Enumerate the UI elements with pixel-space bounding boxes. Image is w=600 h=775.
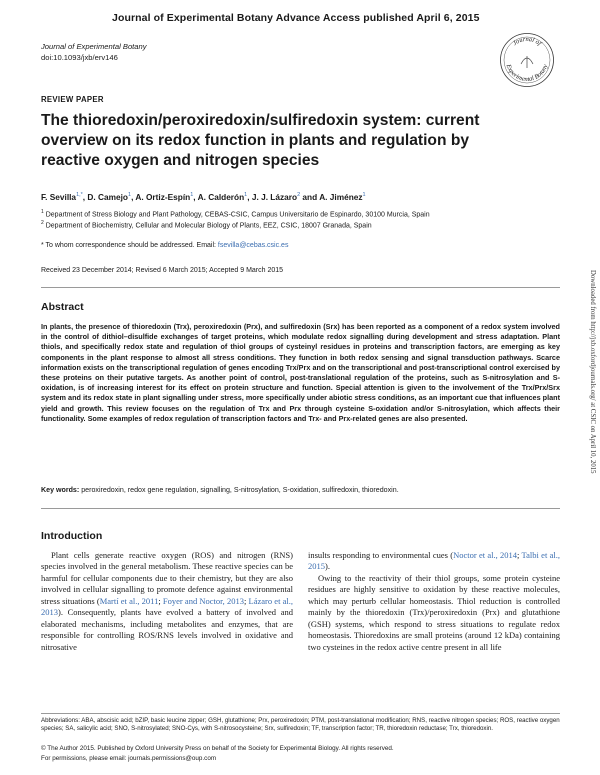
body-text: ).	[325, 561, 330, 572]
body-text: ;	[243, 595, 249, 606]
abbreviations: Abbreviations: ABA, abscisic acid; bZIP, basic leucine zipper; GSH, glutathione; Prx, peroxiredoxin; PTM, post-translational modification; RNS, reactive nitrogen species; ROS, reactive oxygen species; SA, salicylic acid; SNO, S-nitrosylated; SNO-Cys, with S-nitrosocysteine; Srx, sulfiredoxin; TF, transcription factor; TR, thioredoxin reductase; Trx, thioredoxin.	[41, 717, 560, 733]
citation-link[interactable]: Noctor et al., 2014	[453, 550, 518, 560]
correspondence-label: * To whom correspondence should be addressed. Email:	[41, 242, 218, 249]
author-affil-marker: 1	[190, 192, 194, 199]
affiliation-1	[41, 209, 430, 218]
keywords	[41, 486, 560, 494]
author-separator: ,	[247, 192, 252, 202]
affiliation-2	[41, 220, 372, 229]
divider	[41, 287, 560, 288]
author-affil-marker: 1,*	[76, 192, 83, 199]
journal-seal-logo	[499, 32, 555, 88]
download-note[interactable]: Downloaded from http://jxb.oxfordjournals.org/ at CSIC on April 10, 2015	[589, 270, 596, 474]
advance-access-banner: Journal of Experimental Botany Advance Access published April 6, 2015	[112, 12, 480, 24]
title-line: The thioredoxin/peroxiredoxin/sulfiredoxin system: current	[41, 112, 480, 129]
correspondence-email-link[interactable]: fsevilla@cebas.csic.es	[217, 242, 289, 249]
citation-link[interactable]: Lázaro et al., 2013	[41, 595, 294, 618]
body-text: insults responding to environmental cues (	[308, 550, 454, 560]
author-name[interactable]: D. Camejo	[87, 192, 128, 202]
author-name[interactable]: J. J. Lázaro	[251, 192, 298, 202]
author-affil-marker: 2	[297, 192, 301, 199]
intro-column-right	[308, 550, 560, 653]
citation-link[interactable]: Martí et al., 2011	[99, 595, 159, 606]
intro-column-left	[41, 550, 293, 653]
body-text: ;	[158, 595, 163, 606]
keywords-list: peroxiredoxin, redox gene regulation, signalling, S-nitrosylation, S-oxidation, sulfiredoxin, thioredoxin.	[81, 486, 399, 494]
author-affil-marker: 1	[244, 192, 248, 199]
body-text: ;	[517, 550, 522, 560]
introduction-heading: Introduction	[41, 530, 103, 542]
citation-link[interactable]: Foyer and Noctor, 2013	[162, 595, 244, 606]
author-separator: ,	[82, 192, 88, 202]
title-line: reactive oxygen and nitrogen species	[41, 152, 320, 169]
body-text: ). Consequently, plants have evolved a battery of involved and elaborated mechanisms, including metabolites and enzymes, that are responsible for controlling ROS/RNS levels involved in oxidative and nitrosative	[41, 607, 293, 652]
author-separator: and	[300, 192, 320, 202]
article-dates: Received 23 December 2014; Revised 6 March 2015; Accepted 9 March 2015	[41, 267, 284, 274]
seal-text-top: Journal of	[511, 35, 543, 48]
correspondence	[41, 242, 288, 249]
permissions: For permissions, please email: journals.permissions@oup.com	[41, 755, 217, 762]
author-name[interactable]: A. Ortiz-Espín	[135, 192, 191, 202]
article-title	[41, 111, 561, 171]
svg-text:Journal of	[512, 36, 544, 48]
article-type: REVIEW PAPER	[41, 95, 104, 104]
title-line: overview on its redox function in plants and regulation by	[41, 132, 470, 149]
journal-name: Journal of Experimental Botany	[41, 42, 147, 51]
download-sidebar	[584, 270, 594, 670]
author-affil-marker: 1	[362, 192, 366, 199]
author-list	[41, 192, 581, 202]
affiliation-text: Department of Biochemistry, Cellular and Molecular Biology of Plants, EEZ, CSIC, 18007 Granada, Spain	[45, 222, 372, 230]
author-separator: ,	[131, 192, 136, 202]
abstract-body: In plants, the presence of thioredoxin (Trx), peroxiredoxin (Prx), and sulfiredoxin (Srx) has been reported as a component of a redox system involved in the control of dithiol–disulfide exchanges of target proteins, which modulate redox signalling during development and stress adaptation. Plant thiols, and specifically redox state and regulation of thiol groups of cysteinyl residues in proteins and transcription factors, are emerging as key components in the plant response to almost all stress conditions. They function in both redox sensing and signal transduction pathways. Scarce information exists on the transcriptional regulation of genes encoding Trx/Prx and on the transcriptional and post-transcriptional control exercised by these proteins on their putative targets. As another point of control, post-translational regulation of the proteins, such as S-nitrosylation and S-oxidation, is of increasing interest for its effect on protein structure and function. Special attention is given to the involvement of the Trx/Prx/Srx system and its redox state in plant signalling under stress, more specifically under abiotic stress conditions, as an important cue that influences plant yield and growth. This review focuses on the regulation of Trx and Prx through cysteine S-oxidation and/or S-nitrosylation, which affects their functionality. Some examples of redox regulation of transcription factors and Trx- and Prx-related genes are also presented.	[41, 322, 560, 423]
abstract-heading: Abstract	[41, 301, 84, 313]
divider	[41, 713, 560, 714]
divider	[41, 508, 560, 509]
affiliation-marker: 2	[41, 220, 44, 226]
author-name[interactable]: A. Jiménez	[319, 192, 363, 202]
copyright: © The Author 2015. Published by Oxford University Press on behalf of the Society for Experimental Biology. All rights reserved.	[41, 745, 394, 752]
seal-text-bottom: Experimental Botany	[504, 63, 550, 84]
body-text: Plant cells generate reactive oxygen (ROS) and nitrogen (RNS) species involved in the general metabolism. These reactive species can be harmful for cellular components due to their chemistry, but they are also involved in cellular signalling to promote defence against environmental stress situations (	[41, 550, 293, 606]
intro-paragraph	[308, 550, 560, 573]
keywords-label: Key words:	[41, 486, 80, 494]
affiliation-marker: 1	[41, 209, 44, 215]
author-separator: ,	[193, 192, 198, 202]
author-name[interactable]: A. Calderón	[197, 192, 245, 202]
author-name[interactable]: F. Sevilla	[41, 192, 77, 202]
intro-paragraph	[41, 550, 293, 653]
doi: doi:10.1093/jxb/erv146	[41, 53, 118, 62]
affiliation-text: Department of Stress Biology and Plant Pathology, CEBAS-CSIC, Campus Universitario de Espinardo, 30100 Murcia, Spain	[45, 211, 430, 219]
citation-link[interactable]: Talbi et al., 2015	[308, 550, 560, 572]
intro-paragraph: Owing to the reactivity of their thiol groups, some protein cysteine residues are highly sensitive to oxidation by these reactive molecules, which may perturb cellular homeostasis. Thiol reduction is controlled mainly by the thioredoxin (Trx)/peroxiredoxin (Prx) and glutathione (GSH) systems, which respond to stress situations to regulate redox homeostasis. Thioredoxins are small proteins (around 12 kDa) containing two cysteines in the redox active centre present in all life	[308, 572, 560, 652]
author-affil-marker: 1	[128, 192, 132, 199]
